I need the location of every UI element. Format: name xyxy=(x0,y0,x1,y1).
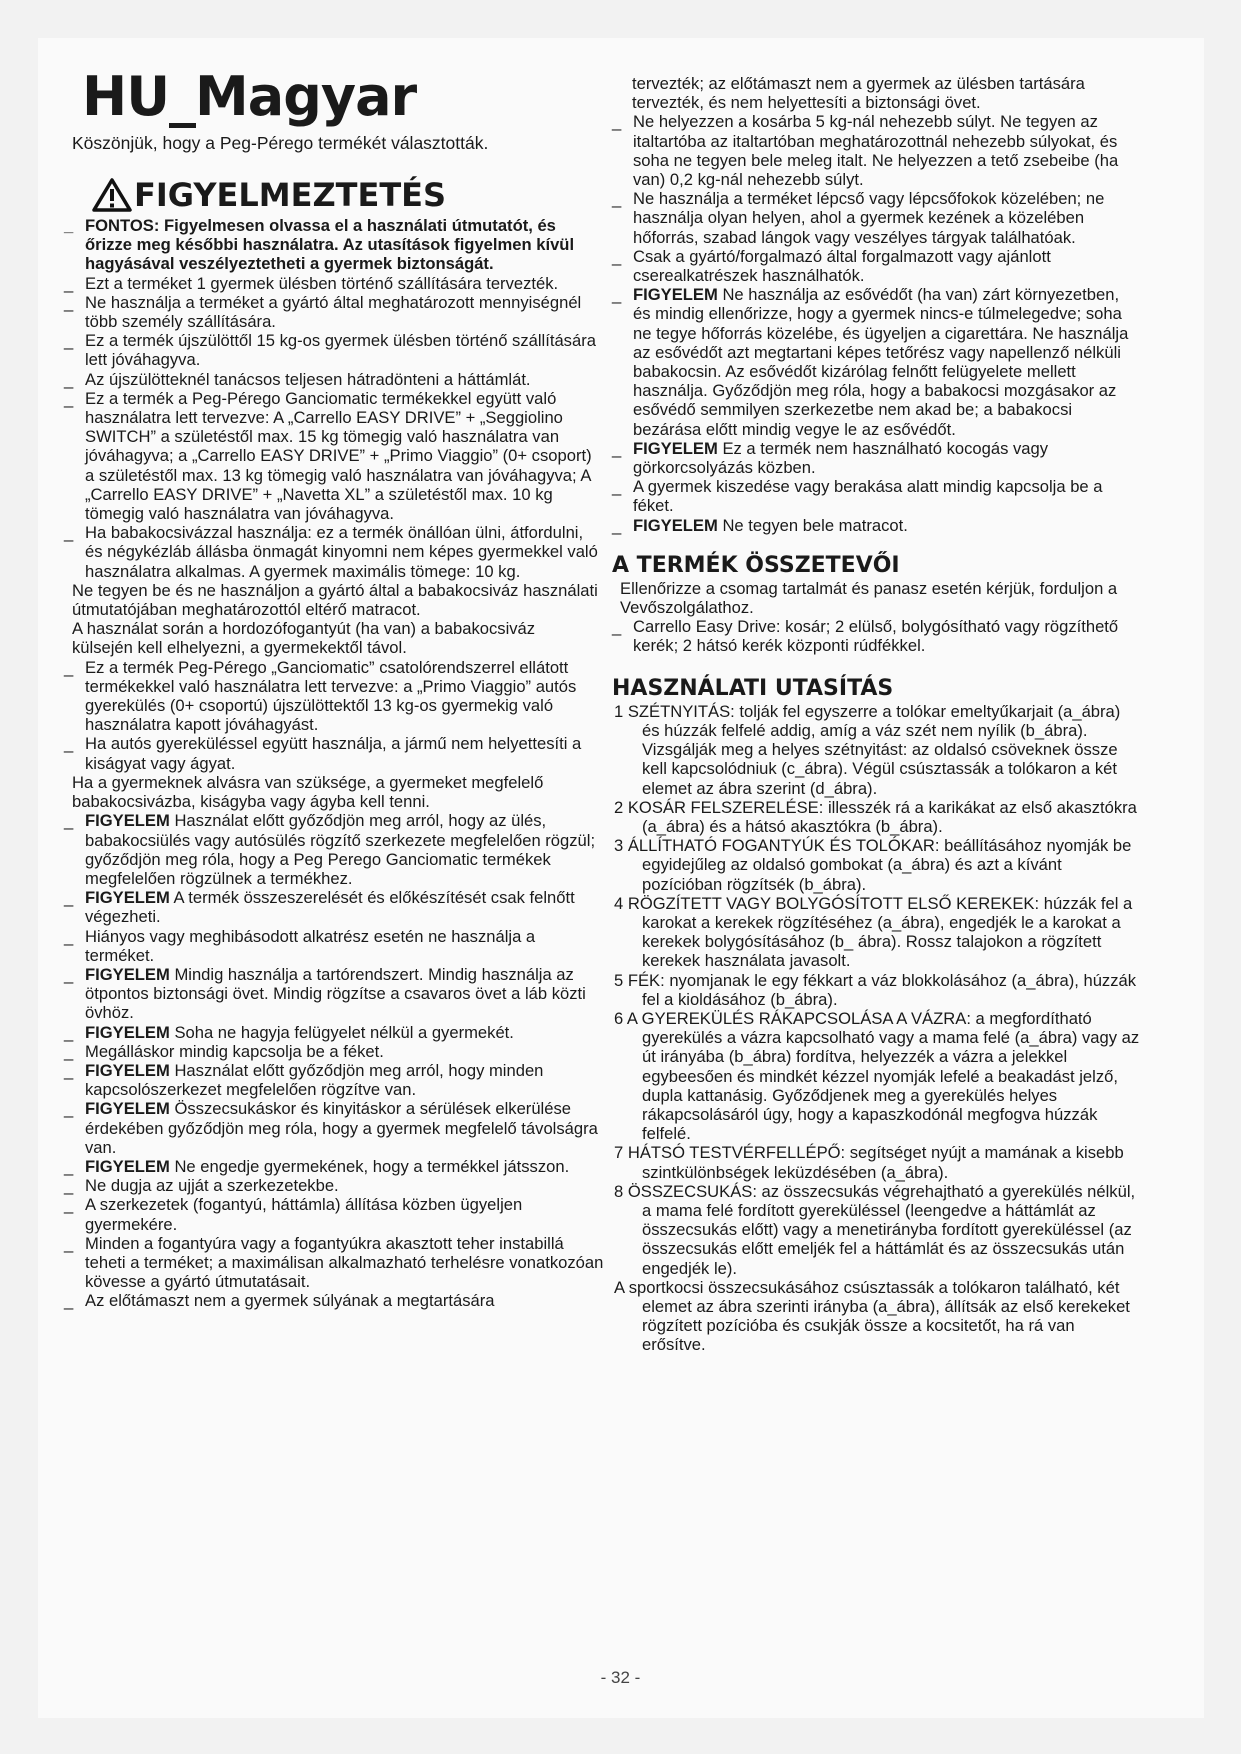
list-item: _ Az előtámaszt nem a gyermek súlyának a megtartására xyxy=(64,1291,495,1311)
list-item: _ Ha autós gyereküléssel együtt használja, a jármű nem helyettesíti a kiságyat vagy ágyat. xyxy=(64,734,582,773)
left-column xyxy=(64,216,604,1311)
instruction-step: 8 ÖSSZECSUKÁS: az összecsukás végrehajtható a gyerekülés nélkül, a mama felé fordított gyereküléssel (leengedve a háttámlát az összecsukás előtt) vagy a menetirányba fordított gyereküléssel (az összecsukás előtt emeljék fel a háttámlát és az összecsukás után engedjék le). xyxy=(614,1181,1136,1278)
list-item: _ Megálláskor mindig kapcsolja be a féket. xyxy=(64,1041,384,1061)
list-item: _ Az újszülötteknél tanácsos teljesen hátradönteni a háttámlát. xyxy=(64,369,531,389)
list-item: _ A szerkezetek (fogantyú, háttámla) állítása közben ügyeljen gyermekére. xyxy=(64,1195,523,1234)
instruction-step: 2 KOSÁR FELSZERELÉSE: illesszék rá a karikákat az első akasztókra (a_ábra) és a hátsó akasztókra (b_ábra). xyxy=(614,797,1137,836)
instruction-final: A sportkocsi összecsukásához csúsztassák a tolókaron található, két elemet az ábra szerinti irányba (a_ábra), állítsák az első kerekeket rögzített pozícióba és csukják össze a kocsitetőt, ha rá van erősítve. xyxy=(614,1277,1130,1355)
list-item: _ Ez a termék a Peg-Pérego Ganciomatic termékekkel együtt való használatra lett tervezve: A „Carrello EASY DRIVE” + „Seggiolino SWITCH” a születéstől max. 15 kg tömegig való használatra van jóváhagyva; a „Carrello EASY DRIVE” + „Primo Viaggio” (0+ csoport) a születéstől max. 13 kg tömegig való használatra van jóváhagyva; A „Carrello EASY DRIVE” + „Navetta XL” a születéstől max. 10 kg tömegig való használatra van jóváhagyva. xyxy=(64,388,592,524)
section-title: HASZNÁLATI UTASÍTÁS xyxy=(612,675,894,701)
instruction-step: 4 RÖGZÍTETT VAGY BOLYGÓSÍTOTT ELSŐ KEREKEK: húzzák fel a karokat a kerekek rögzítéséhez (a_ábra), engedjék le a karokat a kerekek bolygósításához (b_ ábra). Rossz talajokon a rögzített kerekek használata javasolt. xyxy=(614,893,1133,971)
list-item: _ Ezt a terméket 1 gyermek ülésben történő szállítására tervezték. xyxy=(64,273,559,293)
right-column xyxy=(612,74,1140,1355)
paragraph: A használat során a hordozófogantyút (ha van) a babakocsiváz külsején kell elhelyezni, a gyermekektől távol. xyxy=(72,619,536,658)
page-number: - 32 - xyxy=(600,1668,641,1687)
warning-heading xyxy=(92,178,446,212)
instruction-step: 5 FÉK: nyomjanak le egy fékkart a váz blokkolásához (a_ábra), húzzák fel a kioldásához (b_ábra). xyxy=(614,970,1137,1009)
paragraph: Ne tegyen be és ne használjon a gyártó által a babakocsiváz használati útmutatójában meghatározottól eltérő matracot. xyxy=(72,580,598,620)
list-item: _ FIGYELEM Soha ne hagyja felügyelet nélkül a gyermekét. xyxy=(64,1022,514,1042)
warning-triangle-icon xyxy=(92,178,132,212)
instruction-step: 7 HÁTSÓ TESTVÉRFELLÉPŐ: segítséget nyújt a mamának a kisebb szintkülönbségek leküzdésében (a_ábra). xyxy=(614,1143,1124,1182)
warning-title: FIGYELMEZTETÉS xyxy=(134,176,447,214)
important-note: _ FONTOS: Figyelmesen olvassa el a használati útmutatót, és őrizze meg későbbi használatra. Az utasítások figyelmen kívül hagyásával veszélyeztetheti a gyermek biztonságát. xyxy=(64,216,575,274)
list-item: _ FIGYELEM Mindig használja a tartórendszert. Mindig használja az ötpontos biztonsági övet. Mindig rögzítse a csavaros övet a láb közti övhöz. xyxy=(64,964,586,1023)
list-item: _ Ne használja a terméket a gyártó által meghatározott mennyiségnél több személy szállítására. xyxy=(64,292,582,332)
list-item: _ FIGYELEM Ne engedje gyermekének, hogy a termékkel játsszon. xyxy=(64,1156,570,1176)
section-title: A TERMÉK ÖSSZETEVŐI xyxy=(612,552,900,578)
paragraph: Ha a gyermeknek alvásra van szüksége, a gyermeket megfelelő babakocsivázba, kiságyba vagy ágyba kell tenni. xyxy=(72,772,544,812)
paragraph: tervezték; az előtámaszt nem a gyermek az ülésben tartására tervezték, és nem helyettesíti a biztonsági övet. xyxy=(632,74,1085,113)
instruction-step: 1 SZÉTNYITÁS: tolják fel egyszerre a tolókar emeltyűkarjait (a_ábra) és húzzák felfelé addig, amíg a váz szét nem nyílik (b_ábra). Vizsgálják meg a helyes szétnyitást: az oldalsó csöveknek össze kell kapcsolódniuk (c_ábra). Végül csúsztassák a tolókaron a két elemet az ábra szerint (d_ábra). xyxy=(614,701,1121,798)
list-item: _ FIGYELEM Összecsukáskor és kinyitáskor a sérülések elkerülése érdekében győződjön meg róla, hogy a gyermek megfelelő távolságra van. xyxy=(64,1099,598,1157)
list-item: _ Ne helyezzen a kosárba 5 kg-nál nehezebb súlyt. Ne tegyen az italtartóba az italtartóban meghatározottnál nehezebb súlyokat, és soha ne tegyen bele meleg italt. Ne helyezzen a tető zsebeibe (ha van) 0,2 kg-nál nehezebb súlyt. xyxy=(612,112,1119,190)
list-item: _ Ne használja a terméket lépcső vagy lépcsőfokok közelében; ne használja olyan helyen, ahol a gyermek kezének a közelében hőforrás, szabad lángok vagy veszélyes tárgyak találhatóak. xyxy=(612,189,1105,247)
list-item: _ Ha babakocsivázzal használja: ez a termék önállóan ülni, átfordulni, és négykézláb állásba önmagát kinyomni nem képes gyermekkel való használatra alkalmas. A gyermek maximális tömege: 10 kg. xyxy=(64,523,598,581)
list-item: _ Ez a termék újszülöttől 15 kg-os gyermek ülésben történő szállítására lett jóváhagyva. xyxy=(64,331,596,370)
page-subtitle: Köszönjük, hogy a Peg-Pérego termékét választották. xyxy=(72,133,489,153)
page-title: HU_Magyar xyxy=(82,65,417,128)
list-item: _ FIGYELEM Használat előtt győződjön meg arról, hogy az ülés, babakocsiülés vagy autósülés rögzítő szerkezete megfelelően rögzül; győződjön meg róla, hogy a Peg Perego Ganciomatic termékek megfelelően rögzülnek a termékhez. xyxy=(64,811,596,888)
list-item: _ FIGYELEM Használat előtt győződjön meg arról, hogy minden kapcsolószerkezet megfelelően rögzítve van. xyxy=(64,1060,544,1100)
list-item: _ FIGYELEM A termék összeszerelését és előkészítését csak felnőtt végezheti. xyxy=(64,888,575,927)
list-item: _ FIGYELEM Ne használja az esővédőt (ha van) zárt környezetben, és mindig ellenőrizze, hogy a gyermek nincs-e túlmelegedve; soha ne tegye hőforrás közelébe, és ügyeljen a cigarettára. Ne használja az esővédőt azt megtartani képes tetőrész vagy napellenző nélküli babakocsin. Az esővédőt kizárólag felnőtt felügyelete mellett használja. Győződjön meg róla, hogy a babakocsi mozgásakor az esővédő semmilyen szerkezetbe nem akad be; a babakocsi bezárása előtt mindig vegye le az esővédőt. xyxy=(612,285,1129,439)
list-item: _ Minden a fogantyúra vagy a fogantyúkra akasztott teher instabillá teheti a terméket; a maximálisan alkalmazható terhelésre vonatkozóan kövesse a gyártó útmutatásait. xyxy=(64,1233,604,1292)
list-item: _ Csak a gyártó/forgalmazó által forgalmazott vagy ajánlott cserealkatrészek használhatók. xyxy=(612,246,1051,286)
instruction-step: 3 ÁLLÍTHATÓ FOGANTYÚK ÉS TOLÓKAR: beállításához nyomják be egyidejűleg az oldalsó gombokat (a_ábra) és azt a kívánt pozícióban rögzítsék (b_ábra). xyxy=(614,836,1132,894)
list-item: _ FIGYELEM Ez a termék nem használható kocogás vagy görkorcsolyázás közben. xyxy=(612,438,1049,478)
list-item: _ Ez a termék Peg-Pérego „Ganciomatic” csatolórendszerrel ellátott termékekkel való használatra lett tervezve: a „Primo Viaggio” autós gyerekülés (0+ csoportú) újszülöttektől 13 kg-os gyermekig való használatra kapott jóváhagyást. xyxy=(64,657,577,735)
instruction-step: 6 A GYEREKÜLÉS RÁKAPCSOLÁSA A VÁZRA: a megfordítható gyerekülés a vázra kapcsolható vagy a mama felé (a_ábra) vagy az út irányába (b_ábra) fordítva, helyezzék a vázra a jelekkel egybeesően és mindkét kézzel nyomják lefelé a beakadást jelző, dupla kattanásig. Győződjenek meg a gyerekülés helyes rákapcsolásáról úgy, hogy a kapaszkodónál megfogva húzzák felfelé. xyxy=(614,1008,1140,1144)
paragraph: Ellenőrizze a csomag tartalmát és panasz esetén kérjük, forduljon a Vevőszolgálathoz. xyxy=(620,578,1118,618)
list-item: _ Hiányos vagy meghibásodott alkatrész esetén ne használja a terméket. xyxy=(64,926,536,965)
list-item: _ Ne dugja az ujját a szerkezetekbe. xyxy=(64,1176,339,1196)
list-item: _ FIGYELEM Ne tegyen bele matracot. xyxy=(612,515,908,535)
list-item: _ A gyermek kiszedése vagy berakása alatt mindig kapcsolja be a féket. xyxy=(612,477,1103,516)
list-item: _ Carrello Easy Drive: kosár; 2 elülső, bolygósítható vagy rögzíthető kerék; 2 hátsó kerék központi rúdfékkel. xyxy=(612,617,1119,656)
